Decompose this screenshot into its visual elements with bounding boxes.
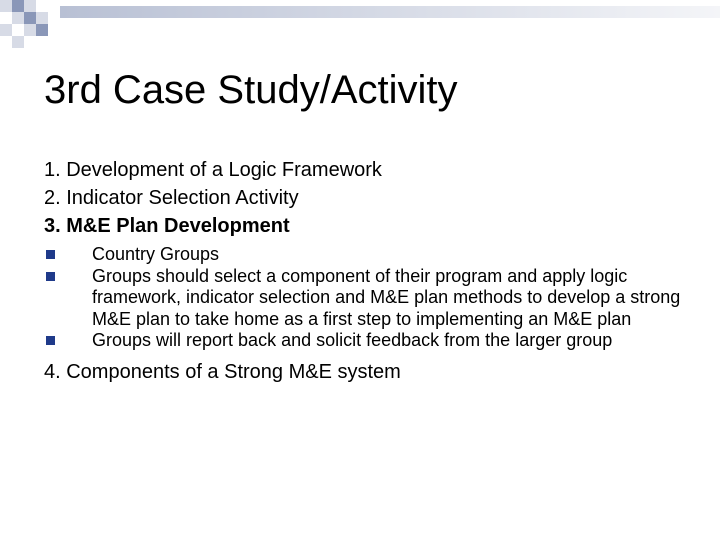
list-item-1: 1. Development of a Logic Framework	[44, 159, 382, 181]
square-bullet-icon	[46, 336, 55, 345]
sub-list	[44, 244, 704, 352]
sub-list-item-text: Groups should select a component of their program and apply logic framework, indicator selection and M&E plan methods to develop a strong M&E plan to take home as a first step to implementing an M&E plan	[92, 265, 681, 329]
slide-title: 3rd Case Study/Activity	[44, 68, 458, 112]
sub-list-item-text: Country Groups	[92, 244, 220, 264]
list-item-3: 3. M&E Plan Development	[44, 215, 290, 237]
sub-list-item	[44, 266, 704, 331]
square-bullet-icon	[46, 250, 55, 259]
corner-decoration	[0, 0, 720, 60]
sub-list-item	[44, 244, 704, 266]
list-item-2: 2. Indicator Selection Activity	[44, 187, 299, 209]
square-bullet-icon	[46, 272, 55, 281]
list-item-4: 4. Components of a Strong M&E system	[44, 360, 401, 383]
slide-body	[44, 156, 704, 386]
sub-list-item-text: Groups will report back and solicit feedback from the larger group	[92, 330, 613, 350]
sub-list-item	[44, 330, 704, 352]
